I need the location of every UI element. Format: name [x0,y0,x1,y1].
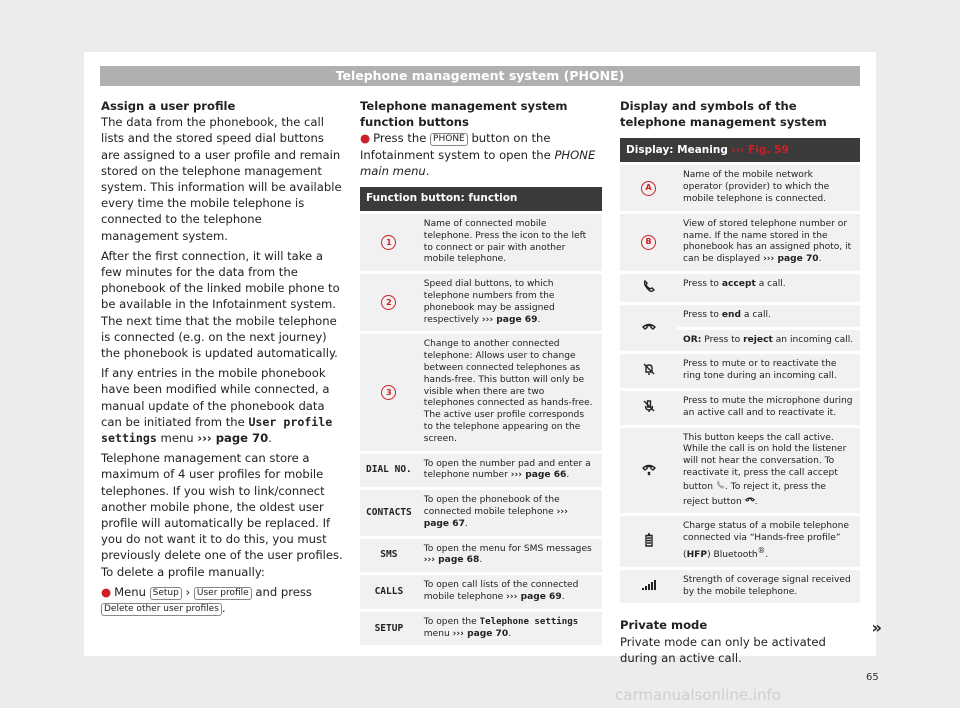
callout-marker: 2 [381,295,396,310]
page-reference[interactable]: ››› page 70 [197,431,269,446]
delete-profiles-key: Delete other user profiles [101,603,222,616]
text: menu [156,431,198,446]
table-row: B View of stored telephone number or name. If the name stored in the phonebook has an assigned photo, it can be displayed ››› page 70. [620,212,860,272]
page-reference[interactable]: ››› page 70 [763,254,819,265]
paragraph: If any entries in the mobile phonebook have been modified while connected, a manual update of the phonebook data can be initiated from the User profile settings menu ››› page 70. [101,366,333,446]
callout-marker: B [641,235,656,250]
table-row: This button keeps the call active. While the call is on hold the listener will not hear the conversation. To reactivate it, press the call accept button . To reject it, press the reject button . [620,426,860,515]
function-key: SMS [360,537,418,574]
page-header: Telephone management system (PHONE) [100,66,860,86]
battery-icon [642,533,656,547]
page-reference[interactable]: ››› page 69 [506,591,562,602]
instruction-bullet: ● Menu Setup › User profile and press Delete other user profiles . [101,584,312,616]
phone-end-icon [642,319,656,333]
callout-marker: A [641,181,656,196]
table-row: Strength of coverage signal received by the mobile telephone. [620,568,860,603]
callout-marker: 1 [381,235,396,250]
setup-key: Setup [150,587,182,600]
table-row: 1 Name of connected mobile telephone. Press the icon to the left to connect or pair with another mobile telephone. [360,213,602,273]
page-number: 65 [866,672,879,683]
section-heading: Display and symbols of the telephone management system [620,99,827,130]
phone-end-icon [745,494,755,504]
table-row: Charge status of a mobile telephone connected via “Hands-free profile” (HFP) Bluetooth®. [620,515,860,568]
table-row: 3 Change to another connected telephone: Allows user to change between connected telephones as hands-free. This button will only be visible when there are two telephones connected as hands-free. The active user profile corresponds to the telephone appearing on the screen. [360,333,602,452]
menu-code: User profile settings [101,414,333,446]
display-symbols-table [620,138,860,603]
user-profile-key: User profile [194,587,252,600]
table-row: CONTACTS To open the phonebook of the connected mobile telephone ››› page 67. [360,489,602,537]
paragraph: Telephone management can store a maximum of 4 user profiles for mobile telephones. If you wish to link/connect another mobile phone, the oldest user profile will automatically be replaced. If you do not want it to do this, you must previously delete one of the user profiles. To delete a profile manually: [101,451,343,579]
watermark: carmanualsonline.info [615,686,781,704]
text: If any entries in the mobile phonebook have been modified while connected, a manual update of the phonebook data can be initiated from the [101,366,330,429]
figure-reference[interactable]: ››› Fig. 59 [731,143,789,156]
function-button-table [360,187,602,645]
table-row: SETUP To open the Telephone settings menu ››› page 70. [360,610,602,645]
table-row: DIAL NO. To open the number pad and enter a telephone number ››› page 66. [360,452,602,489]
page-reference[interactable]: ››› page 67 [423,506,568,529]
table-row: CALLS To open call lists of the connected mobile telephone ››› page 69. [360,574,602,611]
table-header: Display: Meaning ››› Fig. 59 [620,138,860,164]
column-3 [620,98,882,670]
table-row: Press to mute the microphone during an active call and to reactivate it. [620,389,860,426]
private-mode-section [620,617,882,666]
table-row: A Name of the mobile network operator (provider) to which the mobile telephone is connected. [620,164,860,212]
function-key: DIAL NO. [360,452,418,489]
paragraph: Private mode can only be activated during an active call. [620,634,826,665]
function-key: CALLS [360,574,418,611]
menu-code: Telephone settings [479,616,579,627]
continue-mark: » [871,618,882,638]
phone-accept-icon [716,480,725,489]
table-row: OR: Press to reject an incoming call. [620,328,860,353]
phone-hold-icon [642,462,656,476]
instruction-bullet: ● Press the PHONE button on the Infotainment system to open the PHONE main menu. [360,131,596,178]
column-2 [360,98,602,645]
table-row: Press to accept a call. [620,272,860,303]
function-key: CONTACTS [360,489,418,537]
table-row: Press to mute or to reactivate the ring tone during an incoming call. [620,353,860,390]
table-row: 2 Speed dial buttons, to which telephone numbers from the phonebook may be assigned respectively ››› page 69. [360,273,602,333]
page-reference[interactable]: ››› page 68 [423,555,480,566]
paragraph: After the first connection, it will take a few minutes for the data from the phonebook of the linked mobile phone to be available in the Infotainment system. The next time that the mobile telephone is connected (e.g. on the next journey) the phonebook is updated automatically. [101,248,340,361]
bullet-icon: ● [101,584,112,599]
section-heading: Assign a user profile [101,99,236,113]
page-reference[interactable]: ››› page 66 [510,470,567,481]
page-reference[interactable]: ››› page 70 [452,628,509,639]
signal-strength-icon [640,578,658,592]
subheading: Private mode [620,618,708,633]
paragraph: The data from the phonebook, the call lists and the stored speed dial buttons are assigned to a user profile and remain stored on the telephone management system. This information will be available every time the mobile telephone is connected to the telephone management system. [101,115,342,243]
page-reference[interactable]: ››› page 69 [481,314,538,325]
callout-marker: 3 [381,385,396,400]
table-row: Press to end a call. [620,303,860,328]
phone-accept-icon [642,279,656,293]
microphone-muted-icon [642,399,656,413]
table-header: Function button: function [360,187,602,213]
phone-key: PHONE [430,133,468,146]
bell-muted-icon [642,362,656,376]
table-row: SMS To open the menu for SMS messages ››› page 68. [360,537,602,574]
function-key: SETUP [360,610,418,645]
bullet-icon: ● [360,131,371,146]
section-heading: Telephone management system function buttons [360,99,568,130]
column-1 [101,98,343,620]
